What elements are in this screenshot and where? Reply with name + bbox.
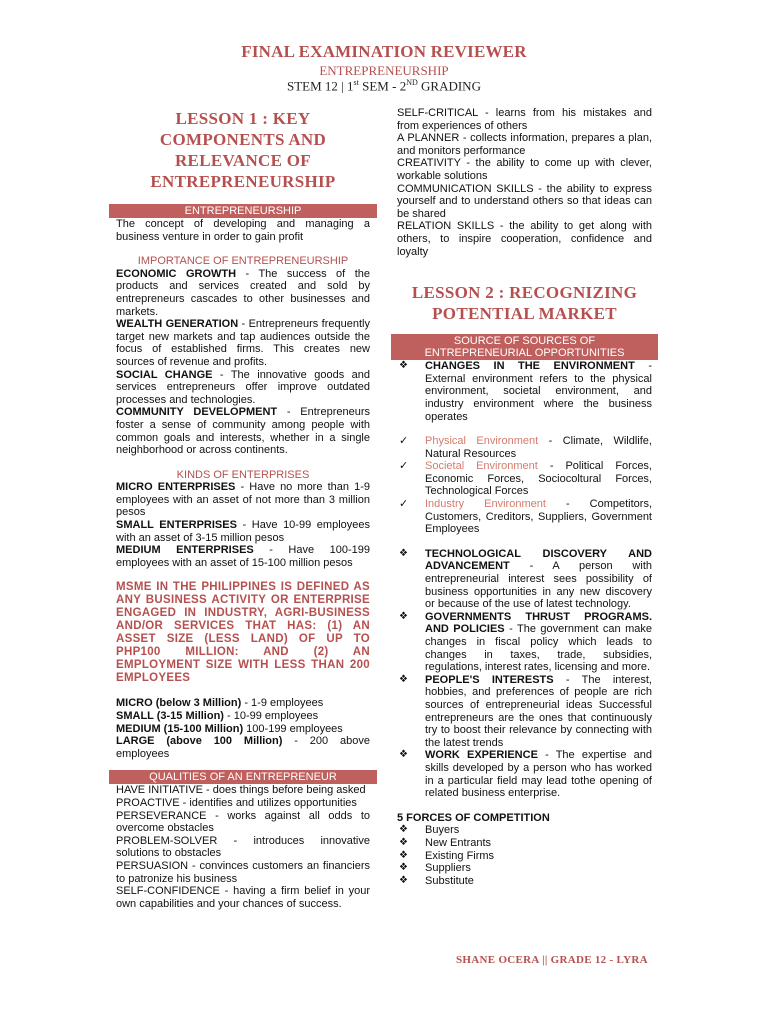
force-item: ❖ Existing Firms xyxy=(399,849,495,862)
quality-item: PROACTIVE - identifies and utilizes opportunities xyxy=(116,797,357,809)
diamond-bullet-icon: ❖ xyxy=(399,610,408,622)
kinds-heading: KINDS OF ENTERPRISES xyxy=(176,468,310,481)
diamond-bullet-icon: ❖ xyxy=(399,874,408,886)
size-item: MEDIUM (15-100 Million) 100-199 employees xyxy=(116,722,343,735)
subject-title: ENTREPRENEURSHIP xyxy=(319,63,449,78)
msme-definition: MSME IN THE PHILIPPINES IS DEFINED AS ANY BUSINESS ACTIVITY OR ENTERPRISE ENGAGED IN INDUSTRY, AGRI-BUSINESS AND/OR SERVICES THAT HAS: (1) AN ASSET SIZE (LESS LAND) OF UP TO PHP100 MILLION: AND (2) AN EMPLOYMENT SIZE WITH LESS THAN 200 EMPLOYEES xyxy=(116,581,370,685)
right-column xyxy=(397,107,652,887)
diamond-bullet-icon: ❖ xyxy=(399,836,408,848)
diamond-bullet-icon: ❖ xyxy=(399,849,408,861)
document-title: FINAL EXAMINATION REVIEWER xyxy=(241,42,527,61)
source-item: ❖ PEOPLE'S INTERESTS - The interest, hobbies, and preferences of people are rich sources of entrepreneurial ideas Successful entrepreneurs are the ones that continuously try to boost their relevance by connecting with the latest trends xyxy=(399,673,652,749)
importance-item: SOCIAL CHANGE - The innovative goods and services entrepreneurs offer improve outdated processes and technologies. xyxy=(116,368,370,406)
force-item: ❖ New Entrants xyxy=(399,836,492,849)
sources-bar: SOURCE OF SOURCES OF ENTREPRENEURIAL OPPORTUNITIES xyxy=(391,334,658,360)
diamond-bullet-icon: ❖ xyxy=(399,673,408,685)
quality-item: RELATION SKILLS - the ability to get along with others, to inspire cooperation, confidence and loyalty xyxy=(397,220,652,258)
source-item: ❖ WORK EXPERIENCE - The expertise and skills developed by a person who has worked in a particular field may lead tothe opening of related business enterprise. xyxy=(399,749,652,800)
source-item: ❖ CHANGES IN THE ENVIRONMENT - External environment refers to the physical environment, societal environment, and industry environment where the business operates xyxy=(399,360,652,423)
kinds-item: MICRO ENTERPRISES - Have no more than 1-9 employees with an asset of not more than 3 million pesos xyxy=(116,481,370,519)
definition-text: The concept of developing and managing a business venture in order to gain profit xyxy=(116,218,370,243)
diamond-bullet-icon: ❖ xyxy=(399,862,408,874)
size-item: MICRO (below 3 Million) - 1-9 employees xyxy=(116,697,324,710)
force-item: ❖ Buyers xyxy=(399,824,460,837)
force-item: ❖ Suppliers xyxy=(399,862,471,875)
quality-item: A PLANNER - collects information, prepares a plan, and monitors performance xyxy=(397,132,652,157)
check-icon: ✓ xyxy=(399,460,409,473)
forces-heading: 5 FORCES OF COMPETITION xyxy=(397,811,550,824)
diamond-bullet-icon: ❖ xyxy=(399,547,408,559)
quality-item: CREATIVITY - the ability to come up with clever, workable solutions xyxy=(397,157,652,182)
diamond-bullet-icon: ❖ xyxy=(399,360,408,372)
importance-item: COMMUNITY DEVELOPMENT - Entrepreneurs foster a sense of community among people with common goals and interests, whether in a single neighborhood or across continents. xyxy=(116,406,371,457)
kinds-item: MEDIUM ENTERPRISES - Have 100-199 employees with an asset of 15-100 million pesos xyxy=(116,544,370,569)
size-item: LARGE (above 100 Million) - 200 above employees xyxy=(116,735,370,760)
quality-item: PERSEVERANCE - works against all odds to overcome obstacles xyxy=(116,809,370,835)
check-icon: ✓ xyxy=(399,435,409,448)
qualities-bar: QUALITIES OF AN ENTREPRENEUR xyxy=(109,770,377,784)
environment-item: ✓ Industry Environment - Competitors, Customers, Creditors, Suppliers, Government Employees xyxy=(399,498,652,536)
source-item: ❖ GOVERNMENTS THRUST PROGRAMS. AND POLICIES - The government can make changes in fiscal policy which leads to changes in taxes, trade, subsidies, regulations, interest rates, licensing and more. xyxy=(399,610,652,674)
force-item: ❖ Substitute xyxy=(399,874,474,887)
footer-author: SHANE OCERA || GRADE 12 - LYRA xyxy=(456,954,648,966)
importance-heading: IMPORTANCE OF ENTREPRENEURSHIP xyxy=(137,255,349,268)
source-item: ❖ TECHNOLOGICAL DISCOVERY AND ADVANCEMENT - A person with entrepreneurial interest sees possibility of business opportunities in any new discovery or because of the use of latest technology. xyxy=(399,547,652,611)
left-column xyxy=(116,108,370,910)
lesson2-title: LESSON 2 : RECOGNIZING POTENTIAL MARKET xyxy=(411,283,638,324)
importance-item: WEALTH GENERATION - Entrepreneurs frequently target new markets and tap audiences outside the focus of established firms. This creates new sources of revenue and profits. xyxy=(116,318,370,368)
quality-item: COMMUNICATION SKILLS - the ability to express yourself and to understand others so that ideas can be shared xyxy=(397,182,652,220)
quality-item: PROBLEM-SOLVER - introduces innovative solutions to obstacles xyxy=(116,834,370,860)
diamond-bullet-icon: ❖ xyxy=(399,824,408,836)
kinds-item: SMALL ENTERPRISES - Have 10-99 employees with an asset of 3-15 million pesos xyxy=(116,519,370,544)
environment-item: ✓ Societal Environment - Political Forces, Economic Forces, Sociocoltural Forces, Technological Forces xyxy=(399,460,652,498)
quality-item: SELF-CONFIDENCE - having a firm belief in your own capabilities and your chances of success. xyxy=(116,885,370,910)
semester-line: STEM 12 | 1st SEM - 2ND GRADING xyxy=(287,78,481,94)
environment-item: ✓ Physical Environment - Climate, Wildlife, Natural Resources xyxy=(399,435,652,460)
entrepreneurship-bar: ENTREPRENEURSHIP xyxy=(109,204,377,218)
quality-item: HAVE INITIATIVE - does things before being asked xyxy=(116,784,366,797)
check-icon: ✓ xyxy=(399,498,409,511)
size-item: SMALL (3-15 Million) - 10-99 employees xyxy=(116,710,319,723)
lesson1-title: LESSON 1 : KEY COMPONENTS AND RELEVANCE OF ENTREPRENEURSHIP xyxy=(150,109,336,191)
quality-item: SELF-CRITICAL - learns from his mistakes and from experiences of others xyxy=(397,107,652,132)
importance-item: ECONOMIC GROWTH - The success of the products and services created and sold by entrepreneurs cascades to other businesses and markets. xyxy=(116,267,370,318)
quality-item: PERSUASION - convinces customers an financiers to patronize his business xyxy=(116,859,370,885)
diamond-bullet-icon: ❖ xyxy=(399,749,408,761)
